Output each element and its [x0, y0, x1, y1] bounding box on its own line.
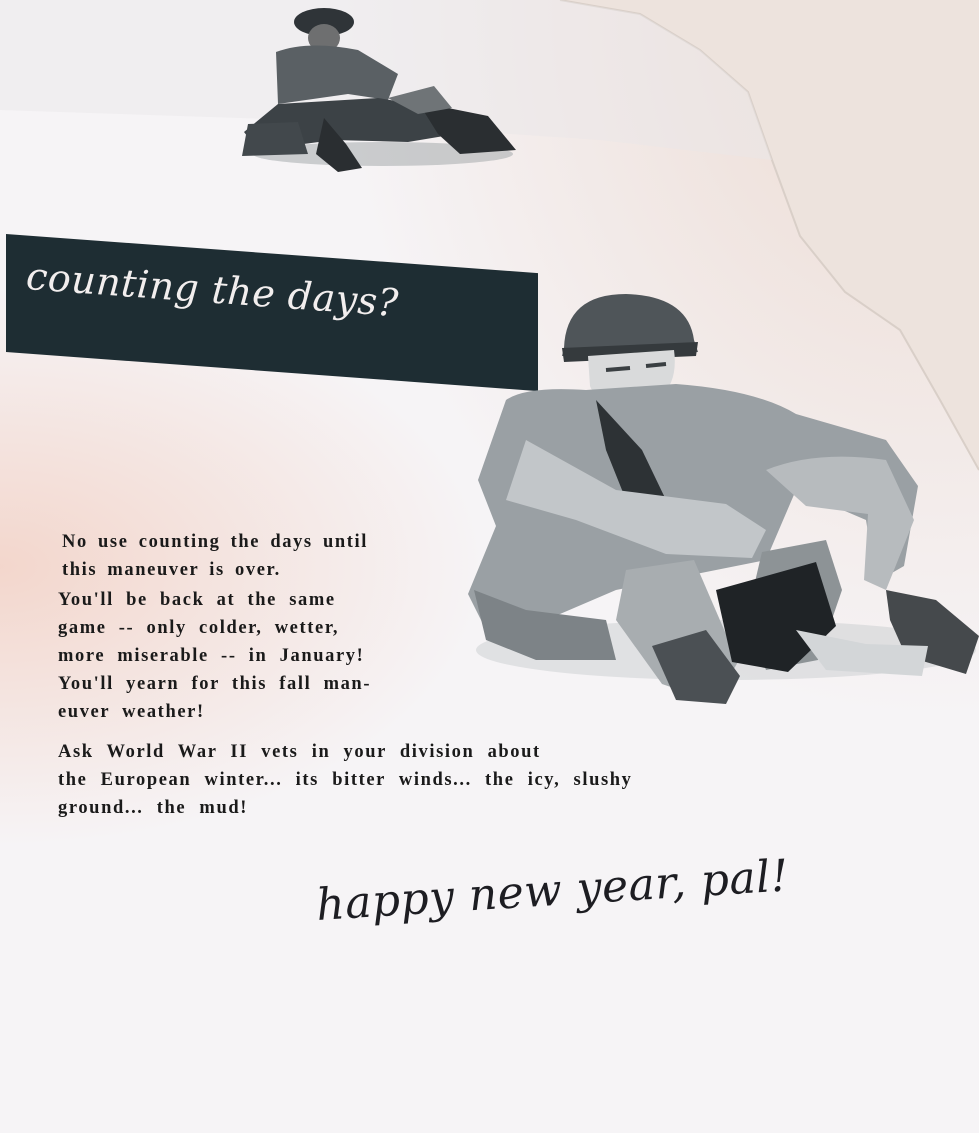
paragraph-3: [58, 738, 633, 822]
closing-line: happy new year, pal!: [314, 850, 791, 931]
body-line: You'll be back at the same: [58, 590, 336, 610]
paragraph-1: [62, 528, 368, 584]
body-line: Ask World War II vets in your division about: [58, 742, 541, 762]
body-line: euver weather!: [58, 702, 205, 722]
body-line: this maneuver is over.: [62, 560, 281, 580]
paragraph-2: [58, 586, 371, 726]
body-line: You'll yearn for this fall man-: [58, 674, 372, 694]
body-line: ground... the mud!: [58, 798, 248, 818]
headline-text: counting the days?: [24, 254, 401, 326]
body-line: No use counting the days until: [62, 532, 368, 552]
small-soldier-photo: [238, 4, 520, 176]
body-line: the European winter... its bitter winds... the icy, slushy: [58, 770, 633, 790]
body-line: game -- only colder, wetter,: [58, 618, 340, 638]
body-line: more miserable -- in January!: [58, 646, 365, 666]
large-soldier-photo: [466, 290, 979, 710]
